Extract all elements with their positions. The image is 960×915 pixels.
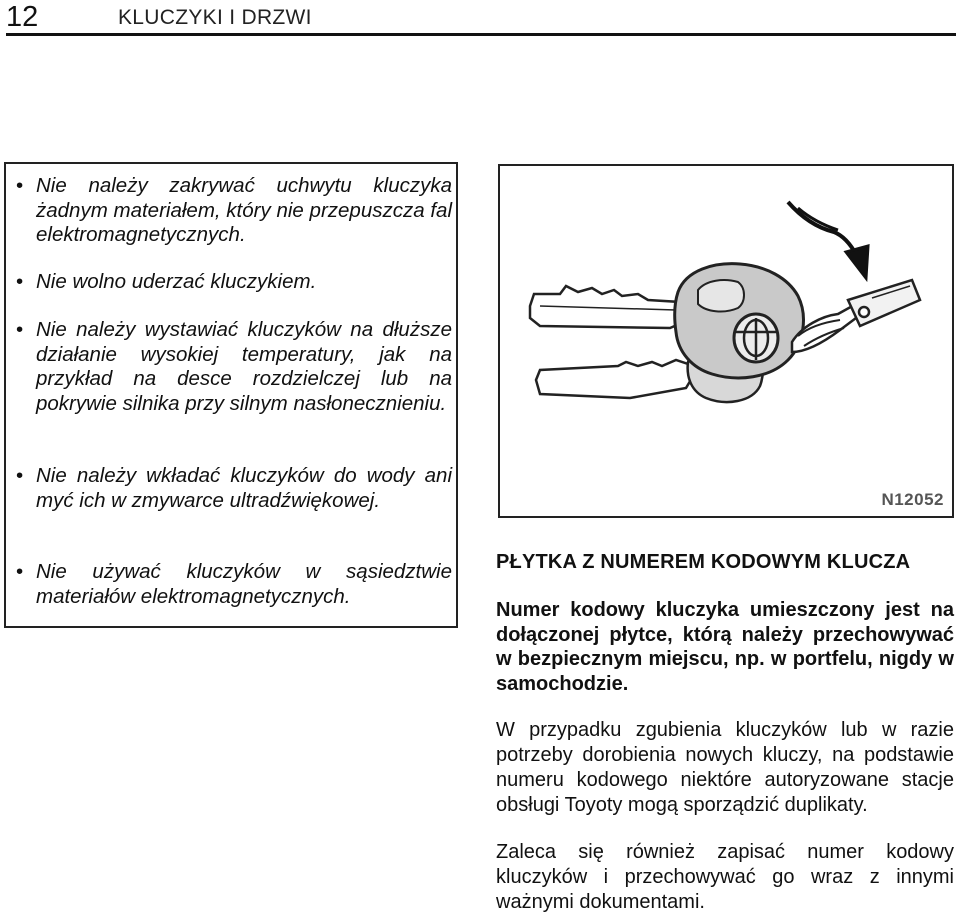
bullet-icon: • (16, 174, 24, 197)
bullet-icon: • (16, 464, 24, 487)
warning-text: Nie należy wystawiać kluczyków na dłuższe działanie wysokiej temperatury, jak na przykład na desce rozdzielczej lub na pokrywie silnika przy silnym nasłonecznieniu. (36, 318, 452, 415)
upper-key-blade (530, 286, 684, 328)
key-drawing (500, 166, 952, 516)
warning-item (16, 270, 452, 295)
key-plate-heading: PŁYTKA Z NUMEREM KODOWYM KLUCZA (496, 551, 911, 573)
key-plate-bold-text: Numer kodowy kluczyka umieszczony jest na dołączonej płytce, którą należy przechowywać w bezpiecznym miejscu, np. w portfelu, nigdy w samochodzie. (496, 599, 954, 695)
warning-item (16, 560, 452, 609)
bullet-icon: • (16, 560, 24, 583)
key-illustration (498, 164, 954, 518)
warning-text: Nie należy wkładać kluczyków do wody ani myć ich w zmywarce ultradźwiękowej. (36, 464, 452, 512)
warning-item (16, 318, 452, 416)
arrow-icon (788, 202, 868, 278)
key-head (675, 264, 804, 378)
section-title: KLUCZYKI I DRZWI (118, 6, 312, 29)
code-plate (792, 280, 920, 352)
page-number: 12 (6, 1, 39, 33)
warning-item (16, 174, 452, 248)
key-plate-paragraph: W przypadku zgubienia kluczyków lub w razie potrzeby dorobienia nowych kluczy, na podstawie numeru kodowego niektóre autoryzowane stacje obsługi Toyoty mogą sporządzić duplikaty. (496, 719, 954, 816)
key-plate-paragraph: Zaleca się również zapisać numer kodowy kluczyków i przechowywać go wraz z innymi ważnymi dokumentami. (496, 841, 954, 913)
figure-code: N12052 (881, 490, 944, 509)
warning-text: Nie wolno uderzać kluczykiem. (36, 270, 317, 293)
bullet-icon: • (16, 318, 24, 341)
warning-item (16, 464, 452, 513)
bullet-icon: • (16, 270, 24, 293)
page-header (6, 0, 956, 36)
warning-text: Nie używać kluczyków w sąsiedztwie materiałów elektromagnetycznych. (36, 560, 452, 608)
warning-text: Nie należy zakrywać uchwytu kluczyka żadnym materiałem, który nie przepuszcza fal elektromagnetycznych. (36, 174, 452, 246)
warning-box (4, 162, 458, 628)
